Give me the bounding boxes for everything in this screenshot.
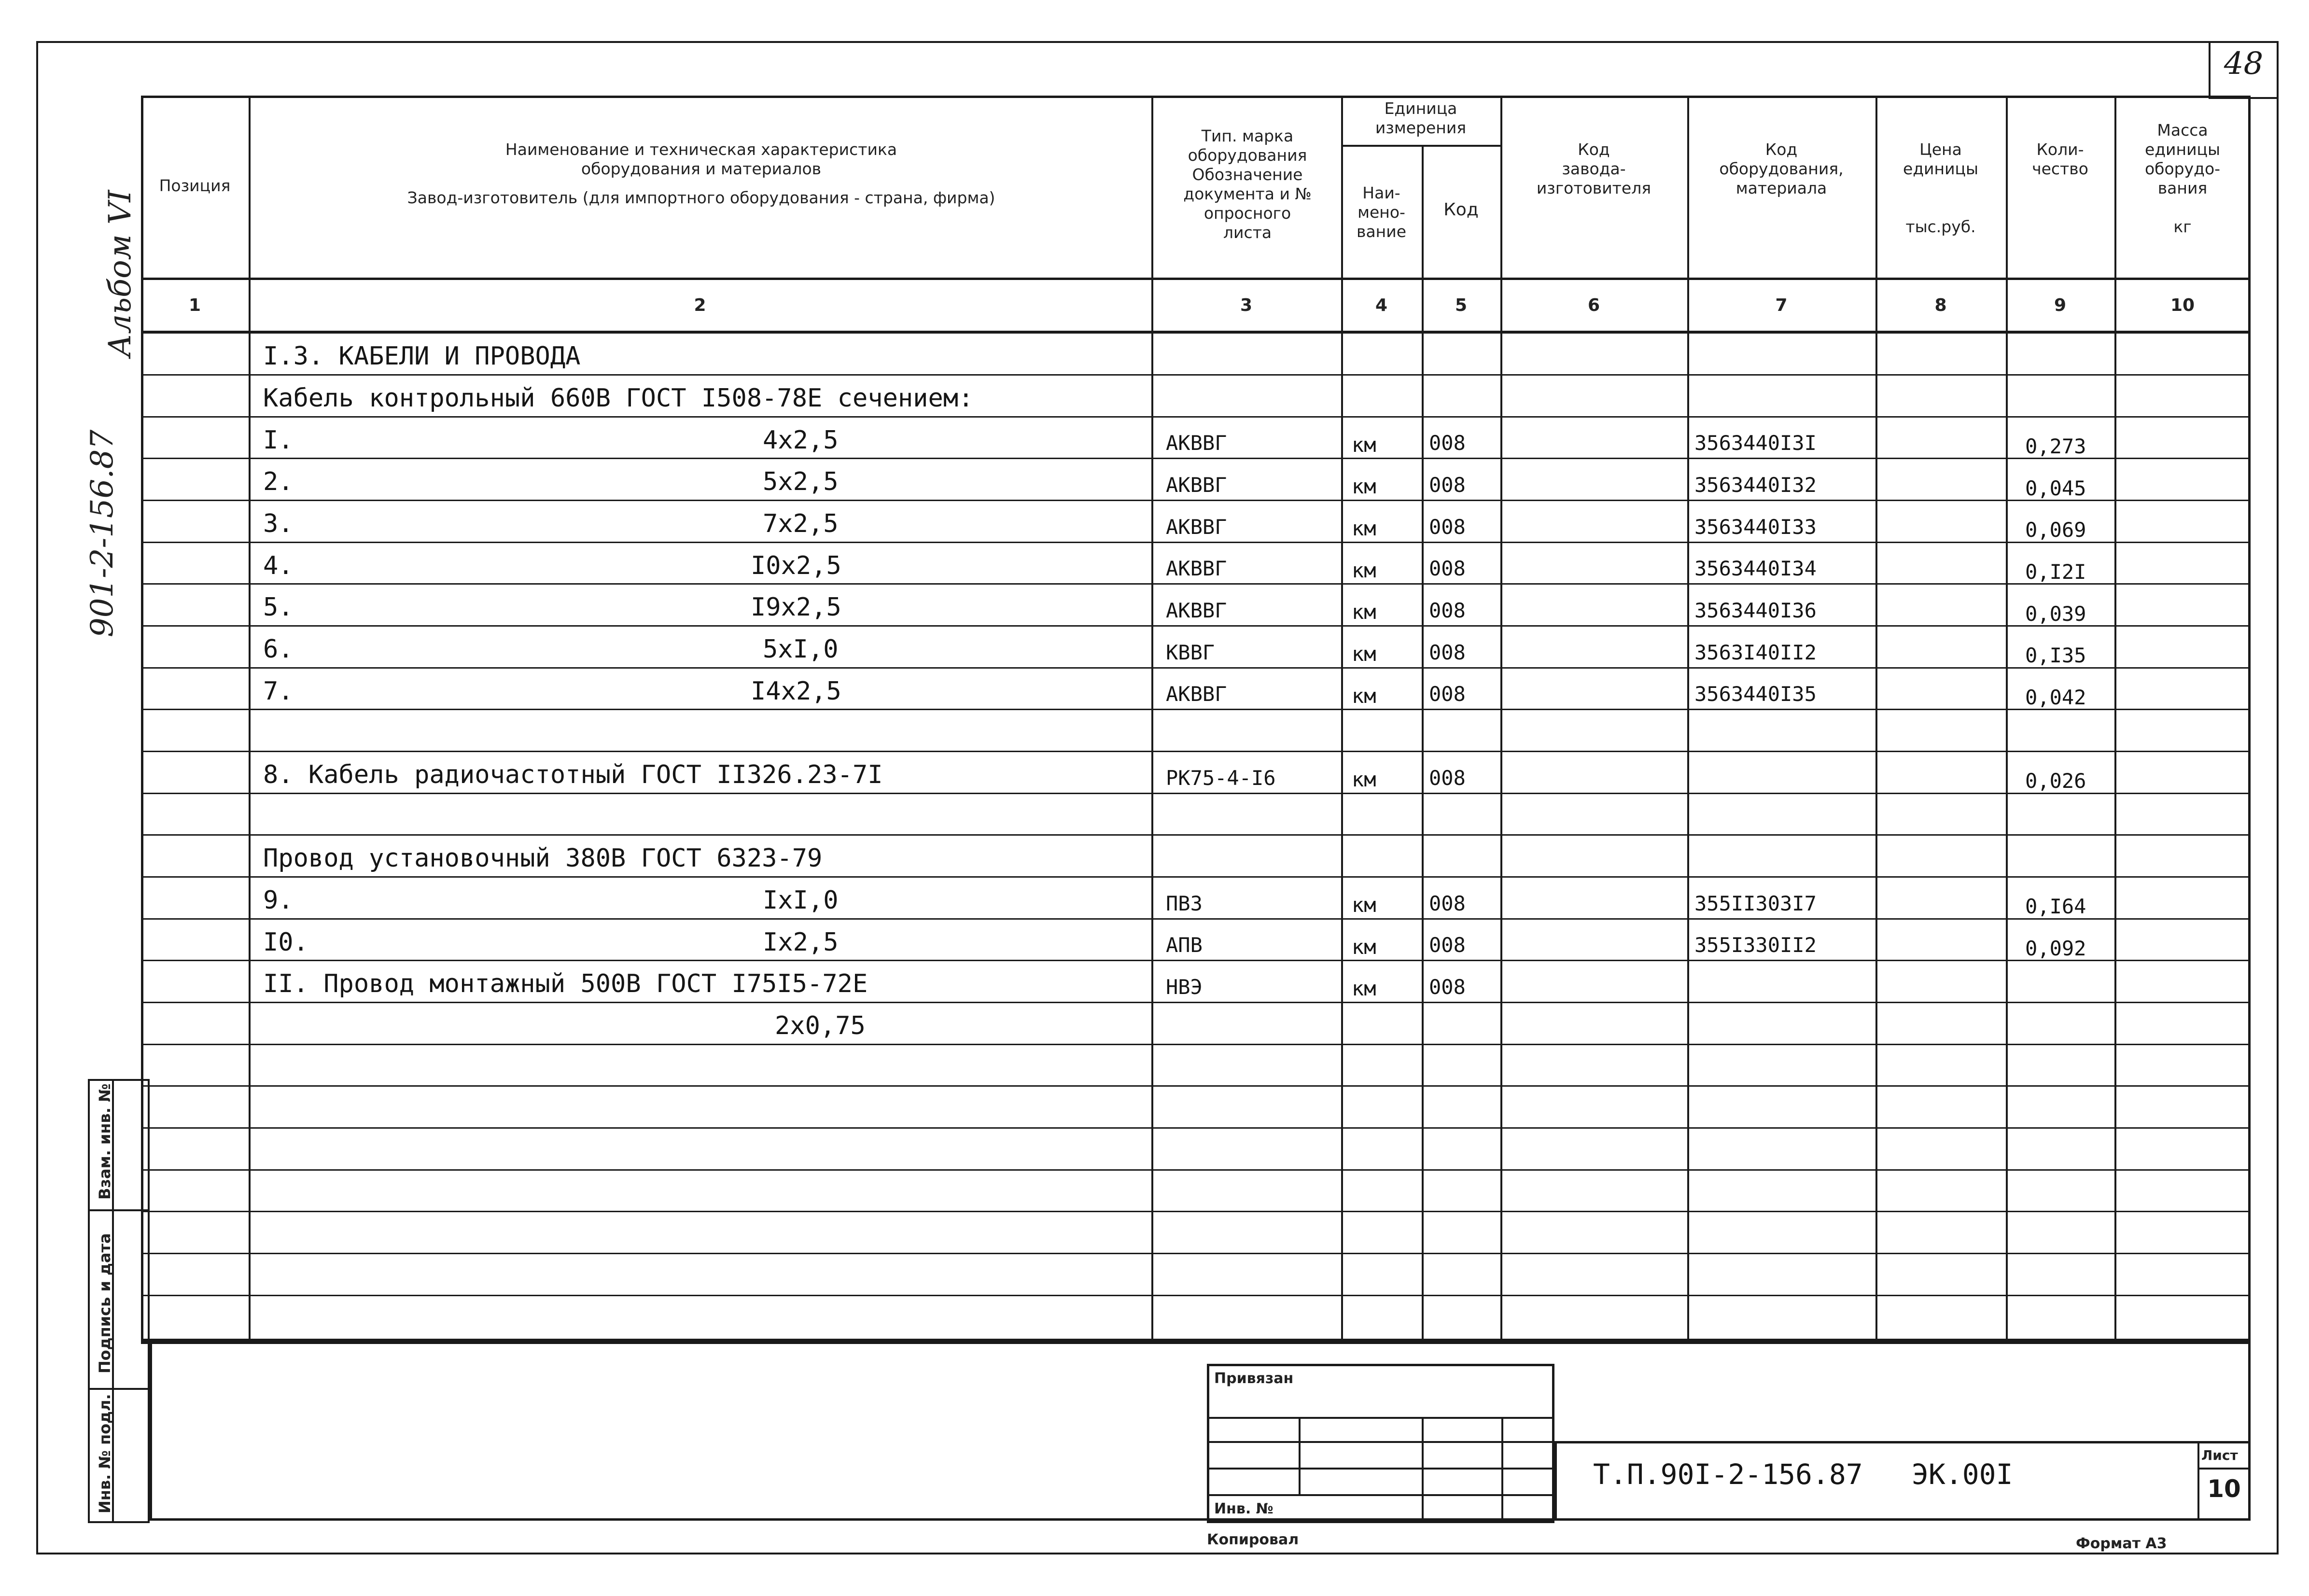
row-unit-code: 008 [1429,599,1466,622]
row-quantity: 0,I64 [2025,895,2086,918]
col-line-7 [1875,96,1877,1341]
row-unit-code: 008 [1429,975,1466,999]
row-quantity: 0,069 [2025,518,2086,542]
header-plant-code: Код завода- изготовителя [1536,140,1651,197]
header-quantity: Коли- чество [2032,140,2088,178]
row-spec: 4х2,5 [763,426,839,455]
col-line-1 [249,96,251,1341]
row-position: 4. [263,551,294,580]
row-line [141,834,2251,836]
sheet-box-divider [2197,1468,2251,1470]
col-line-9 [2114,96,2116,1341]
doc-code: Т.П.90I-2-156.87 [1593,1458,1863,1491]
row-quantity: 0,I2I [2025,560,2086,584]
row-name: Провод установочный 380В ГОСТ 6323-79 [263,844,823,873]
sheet-number: 10 [2207,1475,2241,1503]
row-line [141,667,2251,669]
col-number: 9 [2054,295,2067,315]
row-material-code: 3563I40II2 [1694,641,1817,664]
row-name: Кабель контрольный 660В ГОСТ I508-78Е сечением: [263,384,974,413]
row-line [141,458,2251,459]
row-position: 7. [263,677,294,706]
doc-mark: ЭК.00I [1912,1458,2013,1491]
row-position: 5. [263,593,294,622]
header-unit-name: Наи- мено- вание [1357,183,1406,241]
row-line [141,709,2251,710]
colnum-bottom-line [141,331,2251,334]
header-mass: Масса единицы оборудо- вания кг [2144,121,2221,236]
row-unit-code: 008 [1429,431,1466,455]
row-spec: I0х2,5 [751,551,841,580]
row-type: АПВ [1166,933,1203,957]
col-number: 6 [1587,295,1600,315]
inv-no-label: Инв. № [1214,1500,1273,1517]
row-spec: I9х2,5 [751,593,841,622]
col-number: 1 [188,295,201,315]
header-material-code: Код оборудования, материала [1719,140,1844,197]
row-position: 6. [263,635,294,664]
row-type: АКВВГ [1166,473,1227,497]
row-unit: км [1352,684,1376,708]
privyazan-label: Привязан [1214,1370,1294,1387]
header-unit-code: Код [1443,200,1479,220]
strip-divider [88,1388,150,1390]
col-number: 10 [2170,295,2195,315]
col-line-5 [1500,96,1502,1341]
sheet-label: Лист [2201,1447,2238,1463]
row-material-code: 355I330II2 [1694,933,1817,957]
row-line [141,1169,2251,1171]
header-type: Тип. марка оборудования Обозначение документа и № опросного листа [1183,126,1312,242]
row-unit: км [1352,517,1376,540]
row-line [141,583,2251,585]
podpis-label: Подпись и дата [96,1233,114,1373]
main-table-frame [141,96,2251,1341]
row-name: 8. Кабель радиочастотный ГОСТ II326.23-7I [263,760,883,789]
row-type: АКВВГ [1166,682,1227,706]
row-quantity: 0,039 [2025,602,2086,626]
row-type: ПВЗ [1166,892,1203,915]
section-title: I.3. КАБЕЛИ И ПРОВОДА [263,342,581,371]
col-number: 5 [1455,295,1468,315]
row-unit: км [1352,642,1376,666]
row-quantity: 0,026 [2025,769,2086,793]
row-position: 3. [263,509,294,538]
row-line [141,500,2251,501]
row-quantity: 0,092 [2025,937,2086,960]
row-type: АКВВГ [1166,557,1227,580]
row-type: КВВГ [1166,641,1215,664]
strip-divider [88,1209,150,1211]
row-quantity: 0,045 [2025,476,2086,500]
row-line [141,1085,2251,1087]
row-line [141,1044,2251,1045]
row-position: I. [263,426,294,455]
row-unit-code: 008 [1429,515,1466,539]
col-line-3 [1341,96,1343,1341]
row-material-code: 3563440I33 [1694,515,1817,539]
row-spec: 5хI,0 [763,635,839,664]
unit-divider-line [1341,145,1500,147]
row-spec: 2х0,75 [775,1011,866,1040]
row-spec: I4х2,5 [751,677,841,706]
row-unit: км [1352,475,1376,498]
row-spec: 7х2,5 [763,509,839,538]
col-number: 7 [1775,295,1788,315]
row-unit: км [1352,600,1376,624]
row-material-code: 3563440I35 [1694,682,1817,706]
row-unit-code: 008 [1429,933,1466,957]
col-number: 4 [1375,295,1388,315]
row-unit: км [1352,893,1376,917]
row-unit: км [1352,935,1376,959]
kopiroval-label: Копировал [1207,1531,1299,1548]
row-line [141,625,2251,627]
header-bottom-line [141,278,2251,280]
header-price: Цена единицы тыс.руб. [1903,140,1979,236]
header-position: Позиция [159,176,231,195]
row-line [141,1127,2251,1129]
row-unit: км [1352,977,1376,1000]
format-label: Формат А3 [2076,1535,2167,1552]
row-line [141,416,2251,418]
inv-podl-label: Инв. № подл. [96,1394,114,1513]
row-unit-code: 008 [1429,682,1466,706]
row-quantity: 0,I35 [2025,644,2086,667]
row-unit-code: 008 [1429,766,1466,790]
row-line [141,1253,2251,1254]
row-material-code: 3563440I36 [1694,599,1817,622]
row-line [141,1295,2251,1296]
row-unit-code: 008 [1429,892,1466,915]
row-name: II. Провод монтажный 500В ГОСТ I75I5-72Е [263,969,868,998]
row-unit-code: 008 [1429,473,1466,497]
row-line [141,374,2251,376]
row-type: АКВВГ [1166,515,1227,539]
row-line [141,876,2251,878]
row-line [141,751,2251,752]
row-unit: км [1352,433,1376,457]
row-unit: км [1352,768,1376,791]
row-type: АКВВГ [1166,431,1227,455]
col-line-2 [1151,96,1153,1341]
row-spec: 5х2,5 [763,467,839,496]
row-unit: км [1352,559,1376,582]
header-unit: Единица измерения [1375,99,1467,137]
col-line-4 [1422,145,1424,1341]
row-position: 2. [263,467,294,496]
row-material-code: 3563440I3I [1694,431,1817,455]
row-position: 9. [263,886,294,915]
row-line [141,1211,2251,1212]
row-line [141,960,2251,961]
row-unit-code: 008 [1429,641,1466,664]
row-spec: Iх2,5 [763,928,839,957]
row-type: НВЭ [1166,975,1203,999]
row-material-code: 355II303I7 [1694,892,1817,915]
header-name: Наименование и техническая характеристика оборудования и материалов Завод-изготовитель (для импортного оборудования - страна, фирма) [407,140,995,207]
row-quantity: 0,042 [2025,686,2086,709]
row-position: I0. [263,928,308,957]
album-label: Альбом VI [102,190,138,357]
row-spec: IхI,0 [763,886,839,915]
vzam-inv-label: Взам. инв. № [96,1083,114,1200]
privyazan-col [1422,1417,1424,1523]
col-line-8 [2006,96,2008,1341]
row-type: АКВВГ [1166,599,1227,622]
col-line-6 [1687,96,1689,1341]
row-line [141,918,2251,920]
row-line [141,793,2251,794]
col-number: 3 [1240,295,1253,315]
row-line [141,542,2251,543]
col-number: 2 [694,295,706,315]
row-material-code: 3563440I34 [1694,557,1817,580]
row-unit-code: 008 [1429,557,1466,580]
privyazan-col [1299,1417,1301,1494]
privyazan-col [1501,1417,1503,1523]
project-number: 901-2-156.87 [84,429,120,637]
row-material-code: 3563440I32 [1694,473,1817,497]
col-number: 8 [1934,295,1947,315]
row-quantity: 0,273 [2025,434,2086,458]
row-line [141,1002,2251,1003]
page-number: 48 [2224,46,2264,82]
row-type: РК75-4-I6 [1166,766,1276,790]
